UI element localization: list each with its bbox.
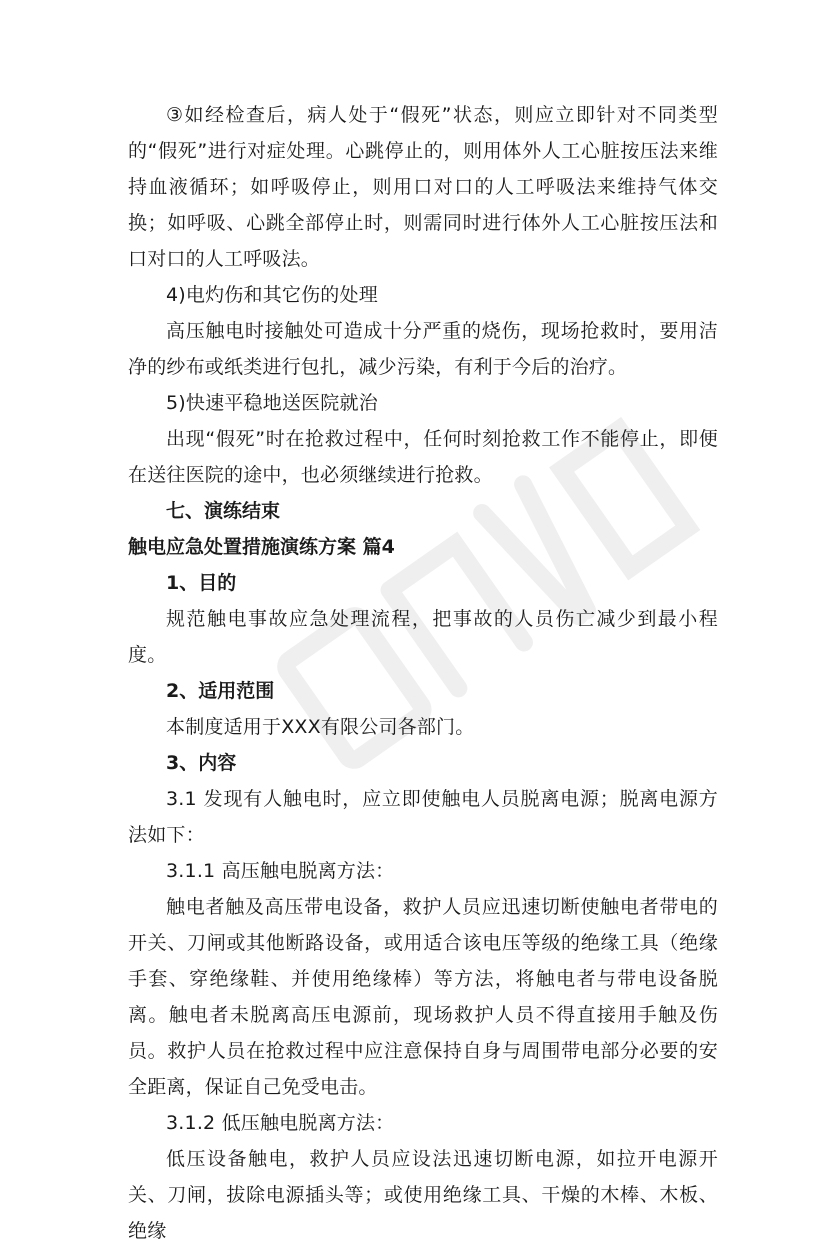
paragraph-purpose: 规范触电事故应急处理流程，把事故的人员伤亡减少到最小程度。: [128, 608, 718, 666]
paragraph-send-to-hospital: 出现“假死”时在抢救过程中，任何时刻抢救工作不能停止，即便在送往医院的途中，也必须继续进行抢救。: [128, 428, 718, 486]
document-body: [128, 97, 718, 1249]
section-heading-content: 3、内容: [166, 752, 237, 774]
section-heading-purpose: 1、目的: [166, 572, 237, 594]
paragraph-burn-treatment: 高压触电时接触处可造成十分严重的烧伤，现场抢救时，要用洁净的纱布或纸类进行包扎，减少污染，有利于今后的治疗。: [128, 320, 718, 378]
subheading-send-to-hospital: 5)快速平稳地送医院就治: [166, 392, 378, 414]
paragraph-high-voltage-detach: 触电者触及高压带电设备，救护人员应迅速切断使触电者带电的开关、刀闸或其他断路设备，或用适合该电压等级的绝缘工具（绝缘手套、穿绝缘鞋、并使用绝缘棒）等方法，将触电者与带电设备脱离。触电者未脱离高压电源前，现场救护人员不得直接用手触及伤员。救护人员在抢救过程中应注意保持自身与周围带电部分必要的安全距离，保证自己免受电击。: [128, 896, 718, 1098]
paragraph-3-1: 3.1 发现有人触电时，应立即使触电人员脱离电源；脱离电源方法如下：: [128, 788, 718, 846]
paragraph-scope: 本制度适用于XXX有限公司各部门。: [166, 716, 475, 738]
subheading-burn-treatment: 4)电灼伤和其它伤的处理: [166, 284, 378, 306]
subheading-3-1-1: 3.1.1 高压触电脱离方法：: [166, 860, 395, 882]
section-heading-scope: 2、适用范围: [166, 680, 275, 702]
section-heading-drill-end: 七、演练结束: [166, 500, 281, 522]
subheading-3-1-2: 3.1.2 低压触电脱离方法：: [166, 1112, 395, 1134]
paragraph-fake-death-treatment: ③如经检查后，病人处于“假死”状态，则应立即针对不同类型的“假死”进行对症处理。心跳停止的，则用体外人工心脏按压法来维持血液循环；如呼吸停止，则用口对口的人工呼吸法来维持气体交换；如呼吸、心跳全部停止时，则需同时进行体外人工心脏按压法和口对口的人工呼吸法。: [128, 104, 718, 270]
paragraph-low-voltage-detach: 低压设备触电，救护人员应设法迅速切断电源，如拉开电源开关、刀闸，拔除电源插头等；或使用绝缘工具、干燥的木棒、木板、绝缘: [128, 1148, 718, 1242]
document-title-plan-4: 触电应急处置措施演练方案 篇4: [128, 536, 395, 558]
